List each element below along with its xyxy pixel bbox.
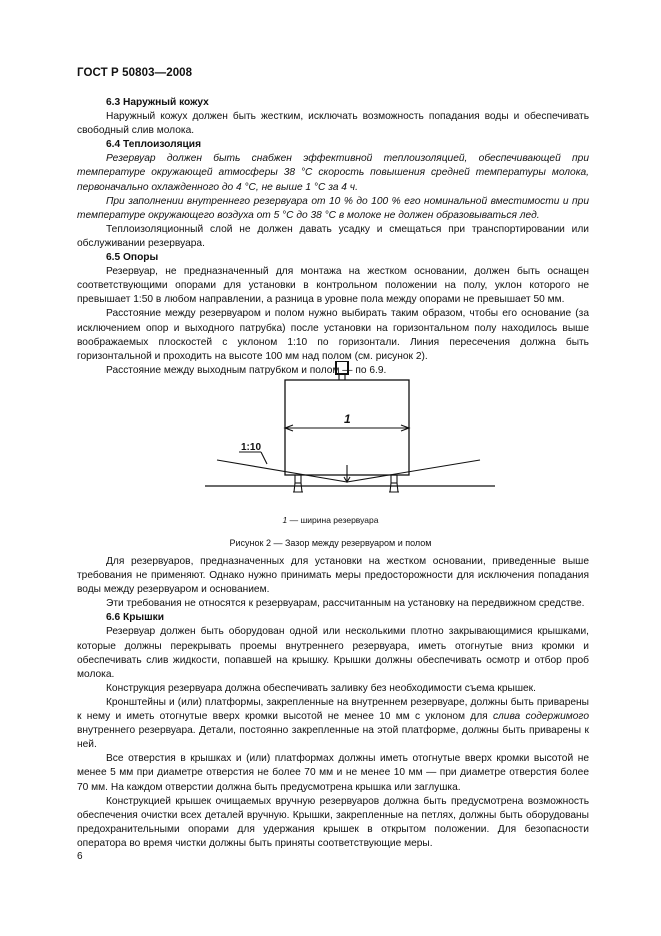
document-header: ГОСТ Р 50803—2008 (77, 67, 193, 79)
page-number: 6 (77, 851, 83, 862)
p3-end: внутреннего резервуара. Детали, постоянно закрепленные на этой платформе, должны быть приварены к ней. (77, 725, 589, 751)
figure-legend (0, 515, 661, 525)
section-6-6-paragraph-1: Резервуар должен быть оборудован одной или несколькими плотно закрывающимися крышками, которые должны перекрывать проемы внутреннего резервуара, иметь отогнутые вниз кромки и обеспечивать слив жидкости, попавшей на крышку. Крышки должны обеспечивать осмотр и отбор проб молока. (77, 626, 589, 680)
after-figure-paragraph-1: Для резервуаров, предназначенных для установки на жестком основании, приведенные выше требования не применяют. Однако нужно принимать меры предосторожности для исключения попадания воды между резервуаром и основанием. (77, 556, 589, 596)
section-6-4-paragraph-2: При заполнении внутреннего резервуара от 10 % до 100 % его номинальной вместимости и при температуре окружающего воздуха от 5 °С до 38 °С в молоке не должен образовываться лед. (77, 195, 589, 221)
section-6-4-heading: 6.4 Теплоизоляция (106, 139, 202, 151)
slope-plane-right (347, 460, 480, 482)
figure-legend-text: — ширина резервуара (287, 515, 379, 525)
section-6-5-paragraph-2: Расстояние между резервуаром и полом нужно выбирать таким образом, чтобы его основание (за исключением опор и выходного патрубка) после установки на горизонтальном полу находилось выше воображаемых плоскостей с уклоном 1:10 по горизонтали. Линия пересечения должна быть горизонтальной и проходить на высоте 100 мм над полом (см. рисунок 2). (77, 308, 589, 362)
after-figure-paragraph-2: Эти требования не относятся к резервуарам, рассчитанным на установку на передвижном средстве. (106, 598, 585, 610)
figure-caption: Рисунок 2 — Зазор между резервуаром и полом (229, 538, 432, 548)
p3-start: Кронштейны и (или) платформы, закрепленные на внутреннем резервуаре, должны быть приварены к нему и иметь отогнутые вверх кромки высотой не менее 10 мм с уклоном для (77, 696, 589, 723)
section-6-6-paragraph-2: Конструкция резервуара должна обеспечивать заливку без необходимости съема крышек. (106, 682, 536, 694)
tank-outlet-pipe (336, 361, 348, 374)
lower-text-block (77, 555, 589, 851)
upper-text-block (77, 96, 589, 378)
p3-italic: слива содержимого (492, 711, 589, 723)
section-6-3-heading: 6.3 Наружный кожух (106, 97, 209, 108)
section-6-5-paragraph-3: Расстояние между выходным патрубком и полом — по 6.9. (106, 364, 387, 376)
section-6-4-paragraph-1: Резервуар должен быть снабжен эффективной теплоизоляцией, обеспечивающей при температуре окружающей атмосферы 38 °С скорость повышения средней температуры молока, первоначально охлажденного до 4 °С, не выше 1 °С за 4 ч. (77, 153, 589, 193)
section-6-6-paragraph-3 (77, 696, 589, 752)
section-6-6-paragraph-4: Все отверстия в крышках и (или) платформах должны иметь отогнутые вверх кромки высотой не менее 5 мм при диаметре отверстия не более 70 мм и не менее 10 мм — при диаметре отверстия более 70 мм. На каждом отверстии должна быть предусмотрена крышка или заглушка. (77, 753, 589, 793)
slope-label: 1:10 (241, 442, 262, 453)
section-6-6-paragraph-5: Конструкцией крышек очищаемых вручную резервуаров должна быть предусмотрена возможность обеспечения очистки всех деталей вручную. Крышки, закрепленные на петлях, должны быть оборудованы предохранительными опорами для удержания крышек в открытом положении. Для безопасности оператора во время чистки должны быть приняты соответствующие меры. (77, 795, 589, 849)
tank-support-right (391, 475, 397, 483)
section-6-4-paragraph-3: Теплоизоляционный слой не должен давать усадку и смещаться при транспортировании или обслуживании резервуара. (77, 223, 589, 249)
figure-legend-number: 1 (282, 515, 288, 525)
section-6-5-paragraph-1: Резервуар, не предназначенный для монтажа на жестком основании, должен быть оснащен соответствующими опорами для установки в контрольном положении на полу, уклон которого не превышает 1:50 в любом направлении, а разница в уровне пола между опорами не превышает 50 мм. (77, 266, 589, 306)
slope-plane-left (217, 460, 347, 482)
section-6-6-heading: 6.6 Крышки (106, 612, 164, 624)
width-label: 1 (344, 412, 351, 426)
tank-support-left (295, 475, 301, 483)
section-6-3-text: Наружный кожух должен быть жестким, исключать возможность попадания воды и обеспечивать свободный слив молока. (77, 111, 589, 137)
figure-tank-floor-clearance (205, 361, 495, 511)
section-6-5-heading: 6.5 Опоры (106, 252, 159, 264)
